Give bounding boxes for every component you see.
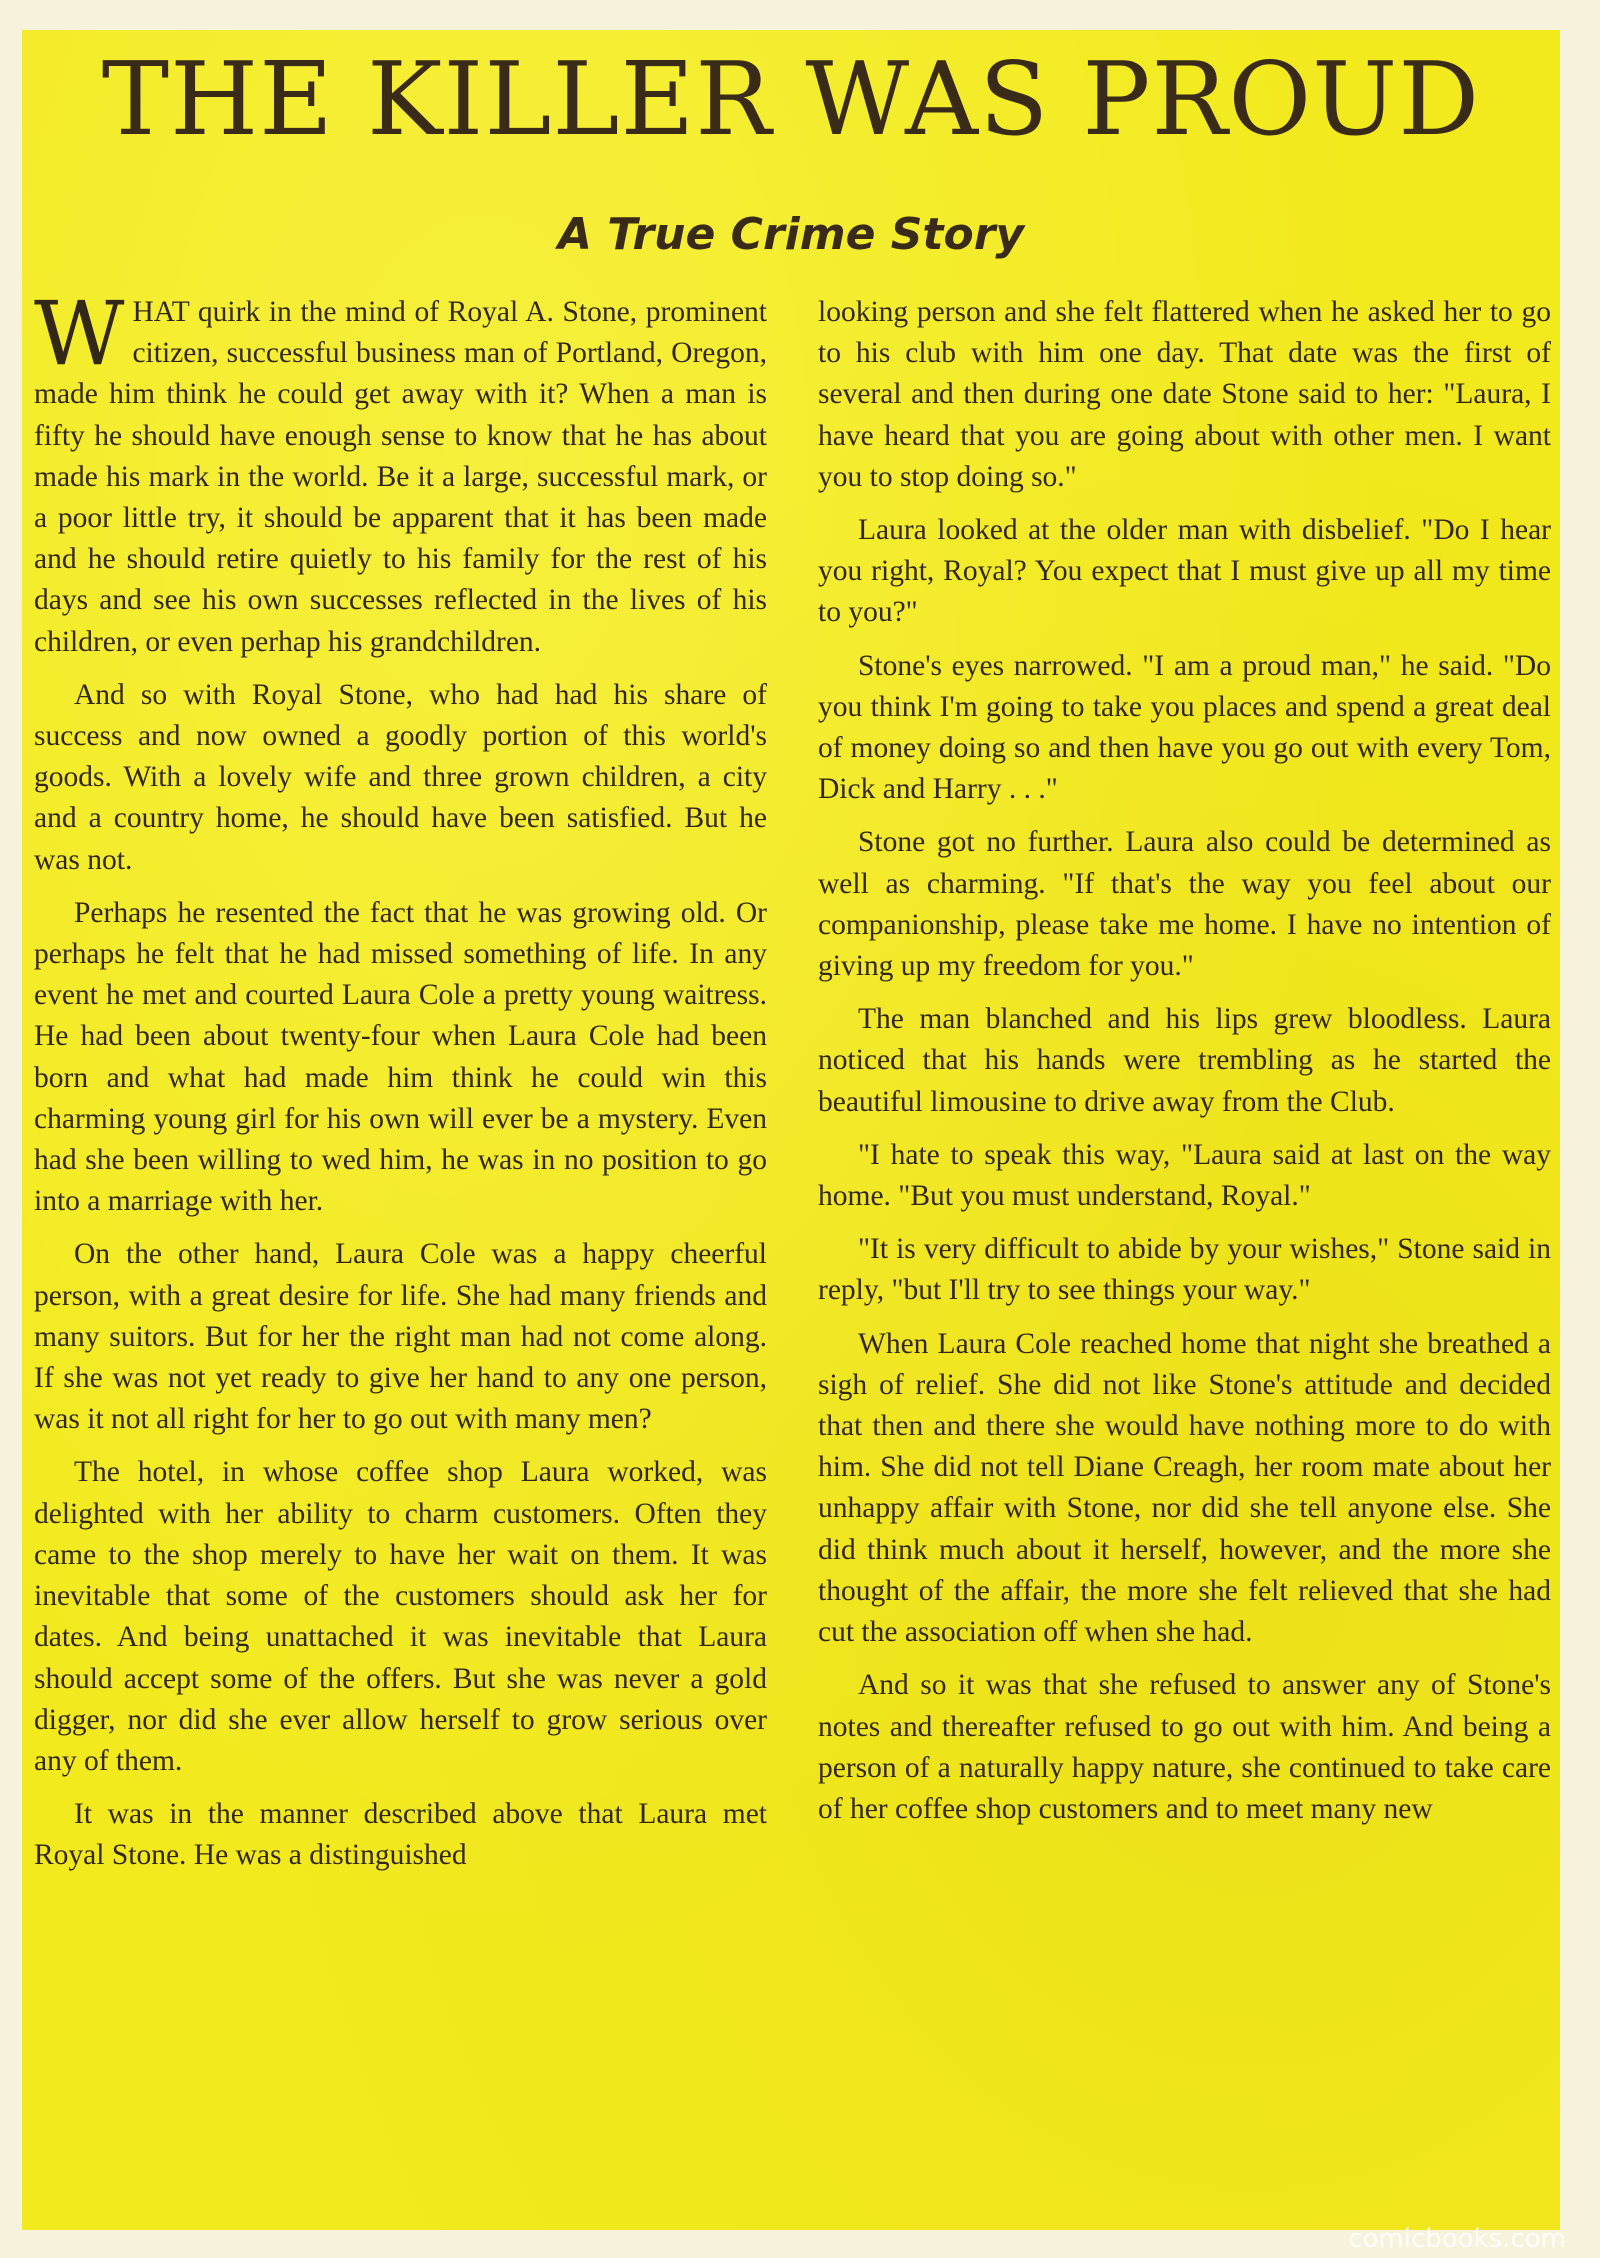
paragraph: Perhaps he resented the fact that he was growing old. Or perhaps he felt that he had missed something of life. In any event he met and courted Laura Cole a pretty young waitress. He had been about twenty-four when Laura Cole had been born and what had made him think he could win this charming young girl for his own will ever be a mystery. Even had she been willing to wed him, he was in no position to go into a marriage with her. <box>34 896 767 1218</box>
paragraph <box>34 292 767 663</box>
paragraph: And so it was that she refused to answer any of Stone's notes and thereafter refused to go out with him. And being a person of a naturally happy nature, she continued to take care of her coffee shop customers and to meet many new <box>818 1669 1551 1825</box>
text-column-left <box>34 292 767 2227</box>
drop-cap: W <box>34 292 125 385</box>
paragraph: "I hate to speak this way, "Laura said at last on the way home. "But you must understand, Royal." <box>818 1138 1551 1213</box>
watermark: comicbooks.com <box>1348 2224 1566 2254</box>
paragraph: Stone got no further. Laura also could be determined as well as charming. "If that's the way you feel about our companionship, please take me home. I have no intention of giving up my freedom for you." <box>818 826 1551 983</box>
paragraph: And so with Royal Stone, who had had his share of success and now owned a goodly portion of this world's goods. With a lovely wife and three grown children, a city and a country home, he should have been satisfied. But he was not. <box>34 678 767 876</box>
text-column-right <box>818 292 1551 2227</box>
story-subtitle: A True Crime Story <box>557 209 1025 260</box>
story-title: THE KILLER WAS PROUD <box>101 40 1481 158</box>
paragraph: "It is very difficult to abide by your wishes," Stone said in reply, "but I'll try to see things your way." <box>818 1233 1551 1307</box>
paragraph: Stone's eyes narrowed. "I am a proud man," he said. "Do you think I'm going to take you places and spend a great deal of money doing so and then have you go out with every Tom, Dick and Harry . . ." <box>818 649 1551 806</box>
paragraph: On the other hand, Laura Cole was a happy cheerful person, with a great desire for life. She had many friends and many suitors. But for her the right man had not come along. If she was not yet ready to give her hand to any one person, was it not all right for her to go out with many men? <box>34 1238 767 1436</box>
story-panel <box>22 30 1560 2230</box>
paragraph-text: HAT quirk in the mind of Royal A. Stone, prominent citizen, successful business man of Portland, Oregon, made him think he could get away with it? When a man is fifty he should have enough sense to know that he has about made his mark in the world. Be it a large, successful mark, or a poor little try, it should be apparent that it has been made and he should retire quietly to his family for the rest of his days and see his own successes reflected in the lives of his children, or even perhap his grandchildren. <box>34 296 767 658</box>
paragraph: The man blanched and his lips grew bloodless. Laura noticed that his hands were trembling as he started the beautiful limousine to drive away from the Club. <box>818 1003 1551 1118</box>
paragraph-continuation: looking person and she felt flattered when he asked her to go to his club with him one day. That date was the first of several and then during one date Stone said to her: "Laura, I have heard that you are going about with other men. I want you to stop doing so." <box>818 296 1551 493</box>
paragraph: When Laura Cole reached home that night she breathed a sigh of relief. She did not like Stone's attitude and decided that then and there she would have nothing more to do with him. She did not tell Diane Creagh, her room mate about her unhappy affair with Stone, nor did she tell anyone else. She did think much about it herself, however, and the more she thought of the affair, the more she felt relieved that she had cut the association off when she had. <box>818 1327 1551 1649</box>
paragraph: The hotel, in whose coffee shop Laura worked, was delighted with her ability to charm customers. Often they came to the shop merely to have her wait on them. It was inevitable that some of the customers should ask her for dates. And being unattached it was inevitable that Laura should accept some of the offers. But she was never a gold digger, nor did she ever allow herself to grow serious over any of them. <box>34 1456 767 1777</box>
paragraph: Laura looked at the older man with disbelief. "Do I hear you right, Royal? You expect that I must give up all my time to you?" <box>818 514 1551 629</box>
paragraph: It was in the manner described above that Laura met Royal Stone. He was a distinguished <box>34 1798 767 1872</box>
